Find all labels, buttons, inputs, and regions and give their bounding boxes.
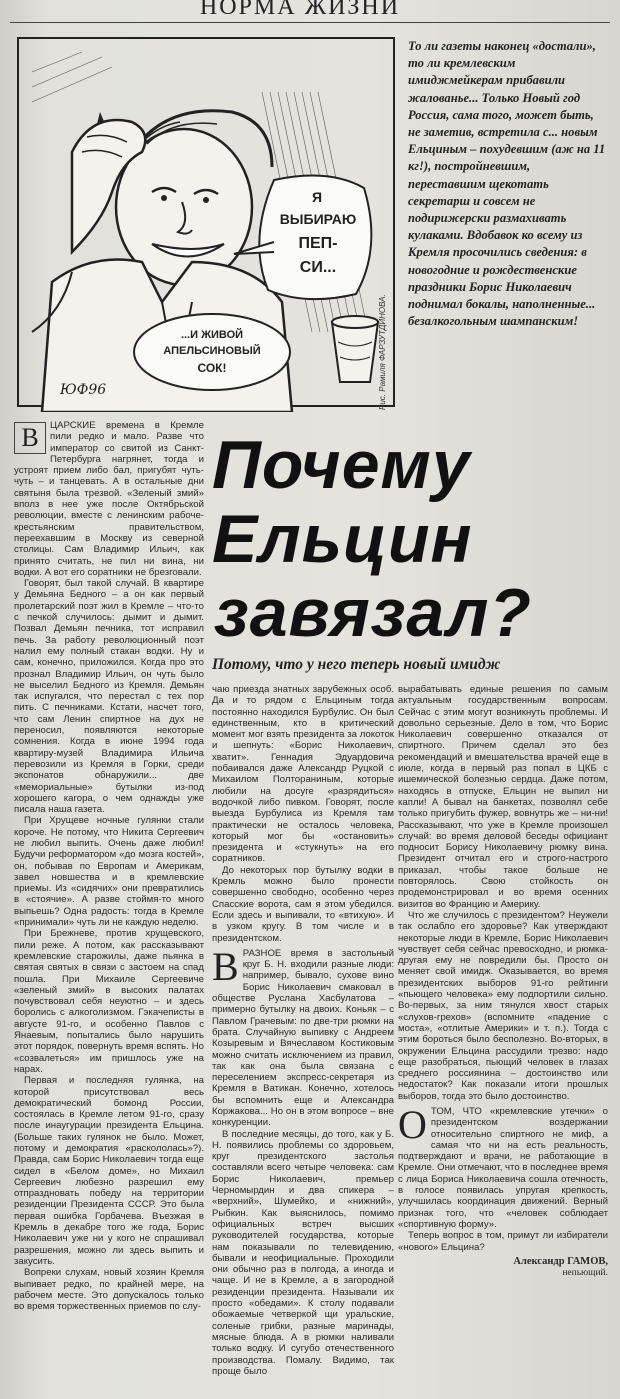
bubble2-line2: АПЕЛЬСИНОВЫЙ <box>163 345 261 357</box>
column2-paragraph-2: До некоторых пор бутылку водки в Кремль можно было пронести совершенно свободно, особенно через Спасские ворота, сам я этом убедился. Если здесь и выпивали, то «втихую». И в узком кругу. В том числе и в президентском. <box>212 864 394 944</box>
lead-paragraph: То ли газеты наконец «достали», то ли кремлевским имиджмейкерам прибавили жалованье... Только Новый год Россия, сама того, может быть, не заметив, встретила с... новым Ельциным – похудевшим (аж на 11 кг!), постройневшим, переставшим щекотать секретарш и совсем не подирижерски размахивать кулаками. Вдобавок ко всему из Кремля просочились сведения: в новогодние и рождественские праздники Борис Николаевич поднимал бокалы, наполненные... безалкогольным шампанским! <box>408 39 606 329</box>
cartoon-signature: ЮФ96 <box>60 382 107 398</box>
article-column-2 <box>212 684 394 1394</box>
bubble2-line3: СОК! <box>197 361 227 375</box>
column1-paragraph-1: ЦАРСКИЕ времена в Кремле пили редко и мало. Разве что император со свитой из Санкт-Петербурга нагрянет, тогда и устроят прием либо бал, пригубят чуть-чуть – и танцевать. А в остальные дни святыня была трезвой. «Зеленый змий» вполз в нее уже после Октябрьской революции, вместе с ленинским рабоче-крестьянским правительством, переехавшим в Москву из северной столицы. Сам Владимир Ильич, как принято считать, не пил ни вина, ни водки. А вот его соратники не брезговали. <box>14 420 204 578</box>
author-name: Александр ГАМОВ, <box>513 1255 608 1267</box>
column1-paragraph-2: Говорят, был такой случай. В квартире у Демьяна Бедного – а он как первый пролетарский поэт жил в Кремле – что-то с печкой случилось: дымит и дымит. Позвал Демьян печника, тот исправил печь. За работу революционный поэт налил ему полный стакан водки. Ну и сам, конечно, приложился. Когда про это прознал Владимир Ильич, он чуть было не выселил Бедного из Кремля. Демьян так испугался, что перестал с тех пор пить. С печниками. Кстати, насчет того, что сам Ленин спиртное на дух не переносил, появляются некоторые сомнения. Когда в июне 1994 года квартиру-музей Владимира Ильича перевозили из Кремля в Горки, среди экспонатов обнаружили... две «мемориальные» бутылки из-под хорошего кагора, о чем однажды уже писала наша газета. <box>14 578 204 816</box>
column1-paragraph-4: При Брежневе, против хрущевского, пили реже. А потом, как рассказывают кремлевские старожилы, даже пьянка в святая святых в связи с застоем на спад пошла. При Михаиле Сергеевиче «зеленый змий» в высоких палатах почувствовал себя неуютно – и здесь боролись с алкоголизмом. Гэкачеписты в августе 91-го, и особенно Павлов с Янаевым, попытались было нарушить этот порядок, повернуть время вспять. Но «созвалеться» им пришлось уже на нарах. <box>14 928 204 1075</box>
rubric-title: НОРМА ЖИЗНИ <box>199 0 401 20</box>
column3-paragraph-1: вырабатывать единые решения по самым актуальным государственным вопросам. Сейчас с этим могут возникнуть проблемы. И довольно серьезные. Дело в том, что Борис Николаевич совершенно отказался от спиртного. Причем сделал это без рекомендаций и вмешательства врачей еще в июле, когда в первый раз попал в ЦКБ с ишемической болезнью сердца. Даже потом, находясь в отпуске, Ельцин не выпил ни капли! А бывал на банкетах, позволял себе только пригубить фужер, вовнутрь же – ни-ни! Рассказывают, что уже в Кремле произошел случай: во время деловой беседы официант подносит Борису Николаевичу рюмку вина. Президент отчитал его и строго-настрого приказал, чтобы такое больше не повторялось. Свою стойкость он продемонстрировал и во время осенних визитов во Францию и Америку. <box>398 684 608 910</box>
headline <box>212 428 612 658</box>
article-column-3 <box>398 684 608 1394</box>
headline-line-1: Почему <box>212 427 471 503</box>
illustration-credit: Рис. Рамиля ФАРЗУТДИНОВА. <box>378 294 387 410</box>
column1-paragraph-3: При Хрущеве ночные гулянки стали короче. Не потому, что Никита Сергеевич не любил выпить. Очень даже любил! Будучи реформатором «до мозга костей», он, побывав по Европам и Америкам, завел новшества и в кремлевские приемы. Из «сидячих» они превратились в «стоячие». А разве стоймя-то много выпьешь? Одна радость: тогда в Кремле «принимали» чуть ли не каждую неделю. <box>14 815 204 929</box>
headline-line-2: Ельцин <box>212 501 473 577</box>
bubble1-line4: СИ... <box>299 259 337 276</box>
column1-paragraph-6: Вопреки слухам, новый хозяин Кремля выпивает редко, по крайней мере, на рабочем месте. Это допускалось только во время торжественных приемов по слу- <box>14 1267 204 1313</box>
bubble1-line1: Я <box>311 189 323 205</box>
column3-paragraph-4: Теперь вопрос в том, примут ли избиратели «нового» Ельцина? <box>398 1230 608 1253</box>
column2-paragraph-1: чаю приезда знатных зарубежных особ. Да и то рядом с Ельциным тогда постоянно находился Бурбулис. Он был единственным, кто в критический момент мог взять президента за локоток и шепнуть: «Борис Николаевич, хватит». Геннадия Эдуардовича побаивался даже Александр Руцкой с Михаилом Полтораниным, которые любили на досуге «разрядиться» водочкой либо пивком. Говорят, после выезда Бурбулиса из Кремля там практически не осталось человека, который мог бы «остановить» президента и «стукнуть» на его соратников. <box>212 684 394 865</box>
bubble1-line3: ПЕП- <box>298 235 338 252</box>
column2-paragraph-4: В последние месяцы, до того, как у Б. Н. появились проблемы со здоровьем, круг президентского застолья составляли всего четыре человека: сам Борис Николаевич, премьер Черномырдин и два спикера – «верхний», Шумейко, и «нижний», Рыбкин. Как выяснилось, помимо официальных встреч высших руководителей государства, которые нам показывали по телевидению, бывали и неофициальные. Проходили они обычно раз в полгода, а иногда и чаще. И не в Кремле, а в загородной резиденции президента. Называли их просто «обедами». К столу подавали обожаемые четверкой щи уральские, соленые грибки, разные маринады, мясные блюда. А в рюмки наливали только водку. И сугубо отечественного производства. Помалу. Видимо, так проще было <box>212 1128 394 1377</box>
rubric-rule <box>10 22 610 23</box>
column2-paragraph-3: РАЗНОЕ время в застольный круг Б. Н. входили разные люди: например, бывало, сухове вино Борис Николаевич смаковал в обществе Руслана Хасбулатова – примерно бутылку на двоих. Коньяк – с Павлом Грачевым: по две-три рюмки на брата. Случайную выпивку с Андреем Козыревым и Вячеславом Костиковым можно считать исключением из правил, так как она была связана с переселением экспресс-секретаря из Кремля в Ватикан. Конечно, хотелось бы вспомнить еще и Александра Коржакова... Но он в этом вопросе – вне конкуренции. <box>212 947 394 1129</box>
drop-cap: В <box>14 422 46 454</box>
subheadline: Потому, что у него теперь новый имидж <box>212 656 501 673</box>
column3-paragraph-3: ТОМ, ЧТО «кремлевские утечки» о президентском воздержании относительно спиртного не миф, а самая что ни на есть реальность, подтверждают и врачи, не работающие в Кремле. Они отмечают, что в последнее время с лица Бориса Николаевича сошла отечность, в голосе появилась упругая крепкость, улучшилась координация движений. Верный признак того, что «человек соблюдает «спортивную форму». <box>398 1105 608 1230</box>
bubble1-line2: ВЫБИРАЮ <box>279 211 357 227</box>
bubble2-line1: ...И ЖИВОЙ <box>180 329 244 341</box>
headline-line-3: завязал? <box>214 575 532 651</box>
drop-cap: О <box>398 1101 427 1147</box>
author-note: непьющий. <box>562 1267 608 1278</box>
column1-paragraph-5: Первая и последняя гулянка, на которой присутствовал весь демократический бомонд России, состоялась в Кремле летом 91-го, сразу после инаугурации президента Ельцина. (Больше таких гулянок не было. Может, потому и демократия «раскололась»?). Правда, сам Борис Николаевич тогда еще сидел в «Белом доме», но Михаил Сергеевич любезно разрешил ему отпраздновать победу на территории резиденции Президента СССР. Это была первая ошибка Горбачева. Въезжая в Кремль в декабре того же года, Борис Николаевич уже ни у кого не спрашивал разрешения, можно ли здесь выпить и закусить. <box>14 1075 204 1267</box>
column3-paragraph-2: Что же случилось с президентом? Неужели так ослабло его здоровье? Как утверждают некоторые люди в Кремле, Борис Николаевич чувствует себя сейчас превосходно, и рюмка-другая ему не повредили бы. Просто он меняет свой имидж. Оказывается, во время президентских выборов 91-го рейтинги «пьющего человека» ему подпортили сильно. Во-первых, за ним тянулся хвост старых «слухов-грехов» (вспомните «падение с моста», «отлитые Америки» и т. п.). Тогда с этим бороться было бесполезно. Во-вторых, в окружении Ельцина рассудили трезво: надо еще разобраться, пьющий человек в глазах среднего россиянина – достоинство или недостаток? Как показали итоги прошлых выборов, тогда это было достоинство. <box>398 909 608 1102</box>
cartoon-illustration <box>12 32 404 412</box>
article-column-1 <box>14 420 204 1395</box>
drop-cap: В <box>212 943 239 989</box>
